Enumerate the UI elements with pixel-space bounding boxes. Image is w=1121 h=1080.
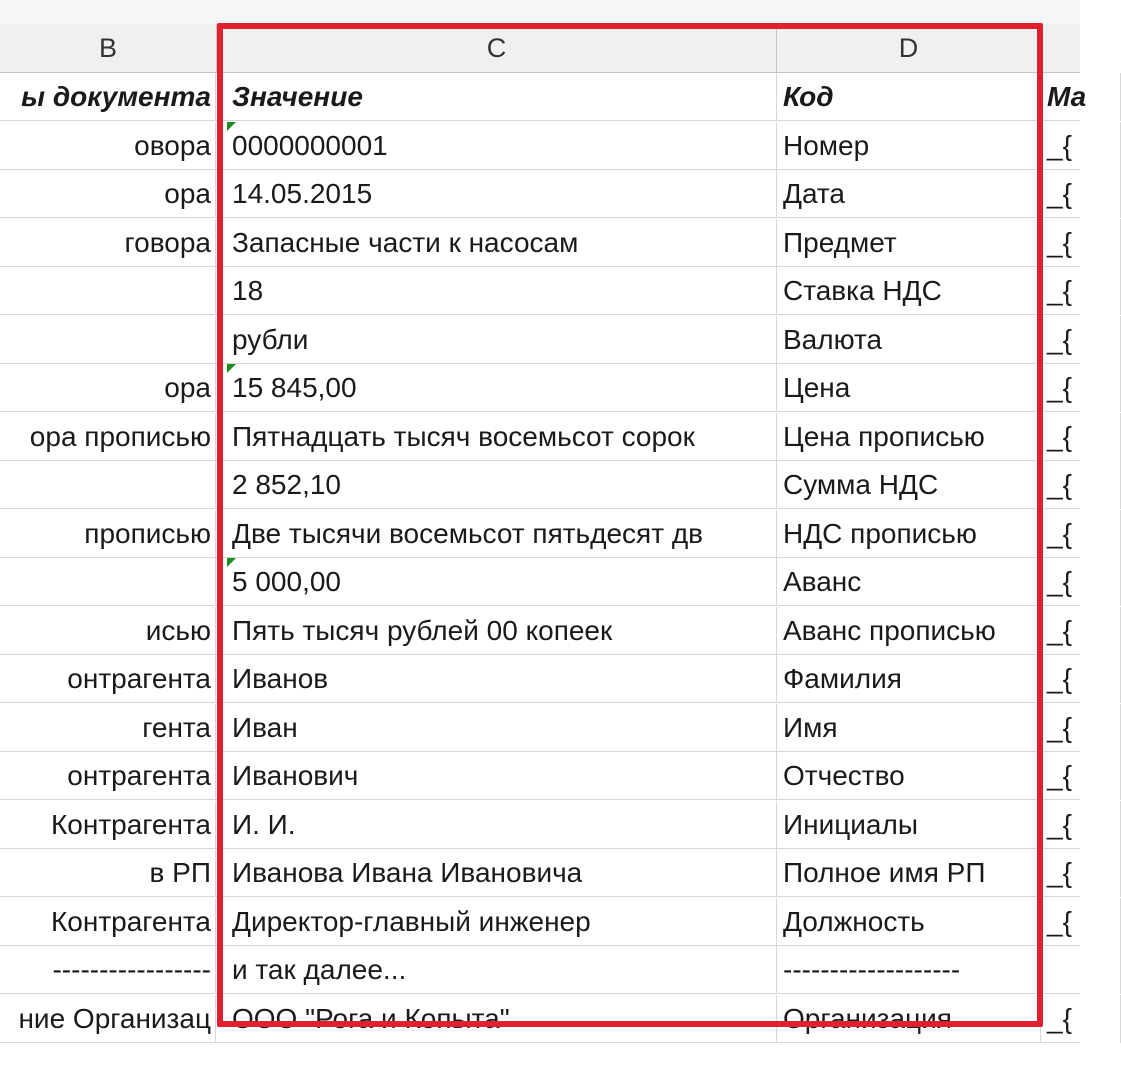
cell-d[interactable]: Дата [777, 170, 1041, 218]
cell-d[interactable]: Должность [777, 898, 1041, 946]
table-row [0, 267, 1080, 315]
table-row [0, 510, 1080, 558]
cell-e[interactable]: _{ [1041, 364, 1121, 412]
cell-d[interactable]: Фамилия [777, 655, 1041, 703]
cell-e[interactable]: _{ [1041, 995, 1121, 1043]
cell-e-header[interactable]: Ма [1041, 73, 1121, 121]
cell-e[interactable]: _{ [1041, 316, 1121, 364]
column-header-b[interactable] [0, 24, 217, 72]
table-row [0, 461, 1080, 509]
cell-c[interactable]: Иванович [226, 752, 777, 800]
table-row [0, 898, 1080, 946]
cell-b[interactable]: овора [0, 122, 216, 170]
cell-e[interactable]: _{ [1041, 801, 1121, 849]
cell-d[interactable]: НДС прописью [777, 510, 1041, 558]
cell-e[interactable]: _{ [1041, 607, 1121, 655]
cell-c[interactable]: ООО "Рога и Копыта" [226, 995, 777, 1043]
toolbar-strip [0, 0, 1080, 24]
cell-b[interactable]: гента [0, 704, 216, 752]
cell-b[interactable] [0, 461, 216, 509]
cell-c[interactable]: И. И. [226, 801, 777, 849]
cell-b[interactable] [0, 558, 216, 606]
table-row [0, 122, 1080, 170]
error-indicator-icon [227, 558, 236, 567]
column-header-c[interactable] [217, 24, 777, 72]
cell-d[interactable]: Аванс прописью [777, 607, 1041, 655]
cell-b[interactable]: в РП [0, 849, 216, 897]
cell-c[interactable]: 14.05.2015 [226, 170, 777, 218]
cell-e[interactable]: _{ [1041, 752, 1121, 800]
cell-c[interactable]: рубли [226, 316, 777, 364]
cell-c[interactable]: 18 [226, 267, 777, 315]
cell-d[interactable]: Номер [777, 122, 1041, 170]
cell-d[interactable]: Сумма НДС [777, 461, 1041, 509]
cell-b[interactable]: говора [0, 219, 216, 267]
cell-b[interactable]: ора [0, 364, 216, 412]
cell-d[interactable]: ------------------- [777, 946, 1041, 994]
cell-c[interactable]: Две тысячи восемьсот пятьдесят дв [226, 510, 777, 558]
cell-b[interactable]: ора прописью [0, 413, 216, 461]
table-row [0, 607, 1080, 655]
table-row [0, 219, 1080, 267]
cell-b[interactable] [0, 267, 216, 315]
table-row [0, 849, 1080, 897]
cell-c[interactable]: Пять тысяч рублей 00 копеек [226, 607, 777, 655]
cell-d[interactable]: Валюта [777, 316, 1041, 364]
column-header-e[interactable] [1041, 24, 1101, 72]
cell-c[interactable]: Директор-главный инженер [226, 898, 777, 946]
table-row [0, 946, 1080, 994]
column-header-bar [0, 24, 1080, 73]
cell-e[interactable] [1041, 946, 1121, 994]
cell-b-header[interactable]: ы документа [0, 73, 216, 121]
cell-b[interactable]: исью [0, 607, 216, 655]
cell-d[interactable]: Ставка НДС [777, 267, 1041, 315]
cell-c[interactable]: 15 845,00 [226, 364, 777, 412]
cell-d-header[interactable]: Код [777, 73, 1041, 121]
cell-b[interactable]: ора [0, 170, 216, 218]
table-header-row [0, 73, 1087, 121]
cell-b[interactable]: ----------------- [0, 946, 216, 994]
column-header-label: B [98, 32, 117, 63]
cell-e[interactable]: _{ [1041, 510, 1121, 558]
cell-e[interactable]: _{ [1041, 219, 1121, 267]
cell-e[interactable]: _{ [1041, 704, 1121, 752]
cell-e[interactable]: _{ [1041, 849, 1121, 897]
cell-e[interactable]: _{ [1041, 461, 1121, 509]
cell-e[interactable]: _{ [1041, 898, 1121, 946]
cell-c[interactable]: и так далее... [226, 946, 777, 994]
column-header-d[interactable] [777, 24, 1041, 72]
error-indicator-icon [227, 122, 236, 131]
cell-d[interactable]: Аванс [777, 558, 1041, 606]
cell-e[interactable]: _{ [1041, 122, 1121, 170]
cell-d[interactable]: Инициалы [777, 801, 1041, 849]
cell-d[interactable]: Предмет [777, 219, 1041, 267]
cell-c[interactable]: 0000000001 [226, 122, 777, 170]
column-header-label: D [898, 32, 919, 63]
column-header-label: C [486, 32, 507, 63]
cell-d[interactable]: Отчество [777, 752, 1041, 800]
cell-c[interactable]: Пятнадцать тысяч восемьсот сорок [226, 413, 777, 461]
cell-e[interactable]: _{ [1041, 413, 1121, 461]
cell-b[interactable]: Контрагента [0, 898, 216, 946]
cell-e[interactable]: _{ [1041, 655, 1121, 703]
error-indicator-icon [227, 364, 236, 373]
cell-c[interactable]: Иван [226, 704, 777, 752]
cell-b[interactable]: прописью [0, 510, 216, 558]
table-row [0, 558, 1080, 606]
table-row [0, 801, 1080, 849]
table-row [0, 995, 1080, 1043]
cell-e[interactable]: _{ [1041, 267, 1121, 315]
cell-b[interactable]: ние Организац [0, 995, 216, 1043]
cell-b[interactable]: онтрагента [0, 655, 216, 703]
table-row [0, 316, 1080, 364]
cell-d[interactable]: Организация [777, 995, 1041, 1043]
cell-b[interactable]: Контрагента [0, 801, 216, 849]
cell-c[interactable]: Запасные части к насосам [226, 219, 777, 267]
cell-d[interactable]: Цена прописью [777, 413, 1041, 461]
cell-e[interactable]: _{ [1041, 170, 1121, 218]
table-row [0, 413, 1080, 461]
cell-e[interactable]: _{ [1041, 558, 1121, 606]
cell-d[interactable]: Полное имя РП [777, 849, 1041, 897]
cell-c[interactable]: Иванов [226, 655, 777, 703]
table-row [0, 364, 1080, 412]
table-row [0, 655, 1080, 703]
table-row [0, 704, 1080, 752]
cell-c-header[interactable]: Значение [226, 73, 777, 121]
cell-b[interactable] [0, 316, 216, 364]
cell-b[interactable]: онтрагента [0, 752, 216, 800]
cell-d[interactable]: Цена [777, 364, 1041, 412]
table-row [0, 170, 1080, 218]
bottom-margin [0, 1044, 1080, 1080]
table-row [0, 752, 1080, 800]
cell-c[interactable]: 5 000,00 [226, 558, 777, 606]
cell-c[interactable]: Иванова Ивана Ивановича [226, 849, 777, 897]
cell-c[interactable]: 2 852,10 [226, 461, 777, 509]
cell-d[interactable]: Имя [777, 704, 1041, 752]
